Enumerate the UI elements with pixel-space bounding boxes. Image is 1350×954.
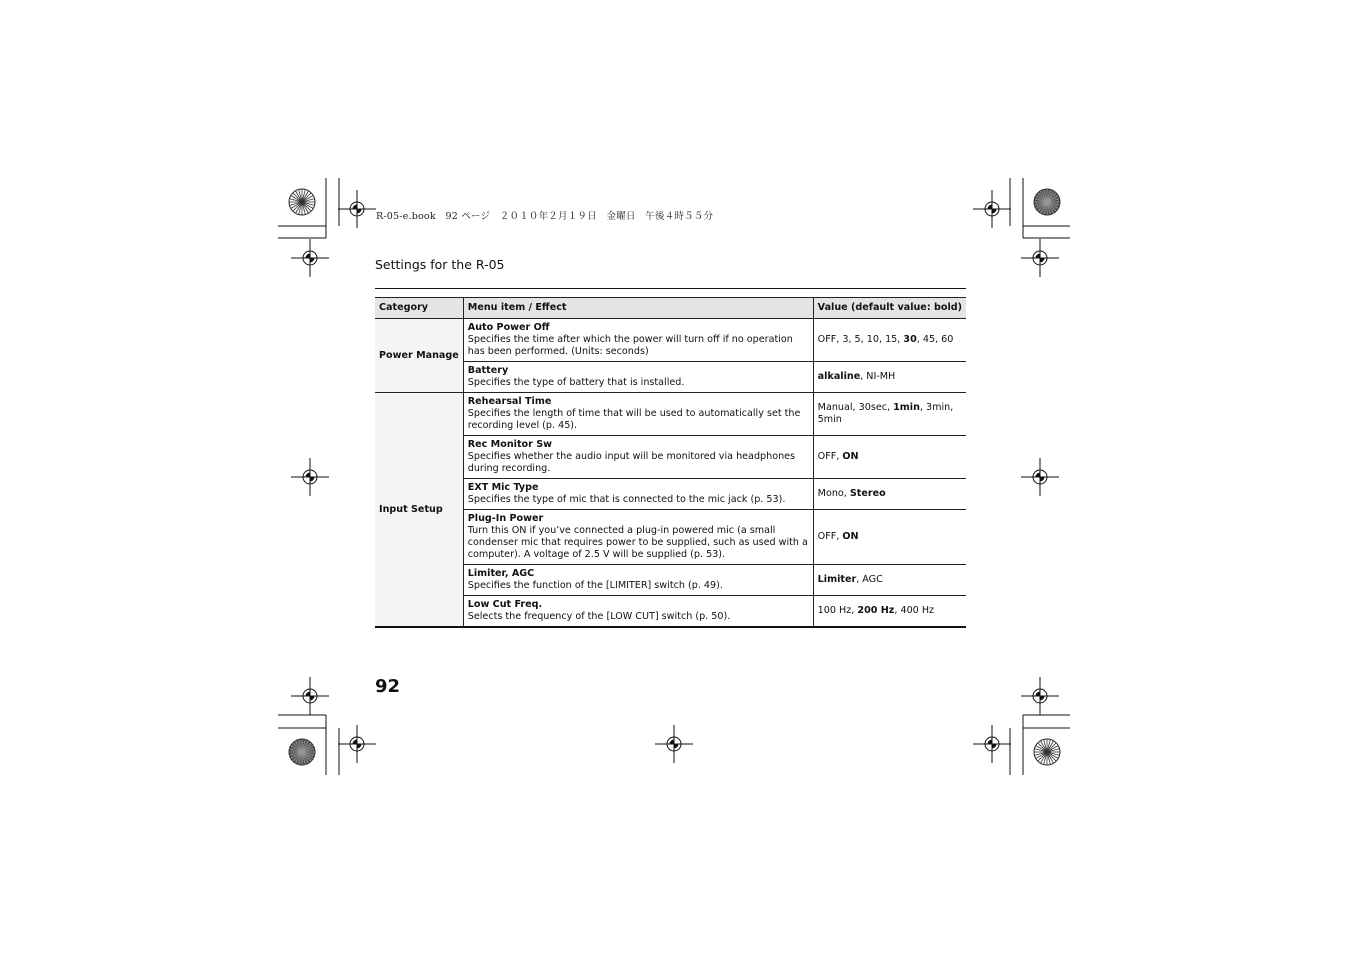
value-text: OFF,: [817, 451, 843, 462]
menu-item-description: Turn this ON if you’ve connected a plug-in powered mic (a small condenser mic that requires power to be supplied, such as used with a computer). A voltage of 2.5 V will be supplied (p. 53).: [467, 525, 808, 560]
menu-item-description: Specifies the length of time that will be used to automatically set the recording level (p. 45).: [467, 408, 801, 431]
menu-item-title: Plug-In Power: [467, 513, 544, 524]
value-text: , 400 Hz: [894, 605, 935, 616]
value-cell: [813, 393, 966, 436]
registration-mark-icon: [973, 725, 1011, 763]
menu-item-title: Auto Power Off: [467, 322, 550, 333]
table-row: [375, 596, 966, 628]
default-value: 200 Hz: [857, 605, 895, 616]
menu-item-description: Specifies whether the audio input will be monitored via headphones during recording.: [467, 451, 796, 474]
table-row: [375, 479, 966, 510]
registration-mark-icon: [338, 190, 376, 228]
table-header-row: [375, 298, 966, 319]
header-menu-item: Menu item / Effect: [463, 298, 813, 319]
menu-item-description: Specifies the time after which the power will turn off if no operation has been performed. (Units: seconds): [467, 334, 793, 357]
section-title: Settings for the R-05: [375, 257, 505, 272]
menu-item-cell: [463, 319, 813, 362]
value-cell: [813, 479, 966, 510]
menu-item-cell: [463, 436, 813, 479]
value-cell: [813, 510, 966, 565]
table-row: [375, 436, 966, 479]
menu-item-description: Selects the frequency of the [LOW CUT] switch (p. 50).: [467, 611, 731, 622]
default-value: ON: [842, 451, 859, 462]
menu-item-cell: [463, 596, 813, 628]
menu-item-description: Specifies the function of the [LIMITER] switch (p. 49).: [467, 580, 723, 591]
category-cell: Power Manage: [375, 319, 463, 393]
table-body: [375, 319, 966, 628]
registration-mark-icon: [973, 190, 1011, 228]
menu-item-description: Specifies the type of mic that is connected to the mic jack (p. 53).: [467, 494, 786, 505]
default-value: Stereo: [849, 488, 886, 499]
menu-item-description: Specifies the type of battery that is installed.: [467, 377, 685, 388]
menu-item-title: Battery: [467, 365, 509, 376]
menu-item-title: EXT Mic Type: [467, 482, 539, 493]
category-cell: Input Setup: [375, 393, 463, 628]
menu-item-title: Limiter, AGC: [467, 568, 535, 579]
menu-item-title: Rec Monitor Sw: [467, 439, 552, 450]
value-cell: [813, 565, 966, 596]
table-row: [375, 510, 966, 565]
value-cell: [813, 362, 966, 393]
settings-table: [375, 297, 966, 628]
menu-item-cell: [463, 393, 813, 436]
value-text: Mono,: [817, 488, 850, 499]
menu-item-cell: [463, 479, 813, 510]
table-row: [375, 393, 966, 436]
registration-mark-icon: [291, 677, 329, 715]
registration-mark-icon: [1021, 677, 1059, 715]
header-category: Category: [375, 298, 463, 319]
value-text: , NI-MH: [860, 371, 896, 382]
page-number: 92: [375, 676, 401, 697]
registration-mark-icon: [338, 725, 376, 763]
value-text: OFF, 3, 5, 10, 15,: [817, 334, 904, 345]
section-rule: [375, 288, 966, 289]
registration-mark-icon: [291, 458, 329, 496]
default-value: 30: [903, 334, 917, 345]
menu-item-cell: [463, 565, 813, 596]
value-text: , 45, 60: [916, 334, 954, 345]
table-row: [375, 565, 966, 596]
header-value: Value (default value: bold): [813, 298, 966, 319]
table-row: [375, 362, 966, 393]
value-cell: [813, 319, 966, 362]
star-target-icon: [1034, 189, 1060, 215]
registration-mark-icon: [291, 239, 329, 277]
menu-item-title: Rehearsal Time: [467, 396, 552, 407]
value-cell: [813, 436, 966, 479]
registration-mark-icon: [1021, 458, 1059, 496]
default-value: ON: [842, 531, 859, 542]
star-target-icon: [289, 189, 315, 215]
star-target-icon: [289, 739, 315, 765]
table-row: [375, 319, 966, 362]
registration-mark-icon: [655, 725, 693, 763]
registration-mark-icon: [1021, 239, 1059, 277]
value-text: Manual, 30sec,: [817, 402, 894, 413]
default-value: Limiter: [817, 574, 857, 585]
value-text: , 3min, 5min: [817, 402, 954, 425]
default-value: 1min: [893, 402, 920, 413]
menu-item-cell: [463, 510, 813, 565]
print-header: R-05-e.book 92 ページ ２０１０年２月１９日 金曜日 午後４時５５分: [376, 211, 714, 222]
value-cell: [813, 596, 966, 628]
menu-item-cell: [463, 362, 813, 393]
value-text: 100 Hz,: [817, 605, 858, 616]
star-target-icon: [1034, 739, 1060, 765]
menu-item-title: Low Cut Freq.: [467, 599, 543, 610]
value-text: , AGC: [856, 574, 883, 585]
value-text: OFF,: [817, 531, 843, 542]
default-value: alkaline: [817, 371, 861, 382]
